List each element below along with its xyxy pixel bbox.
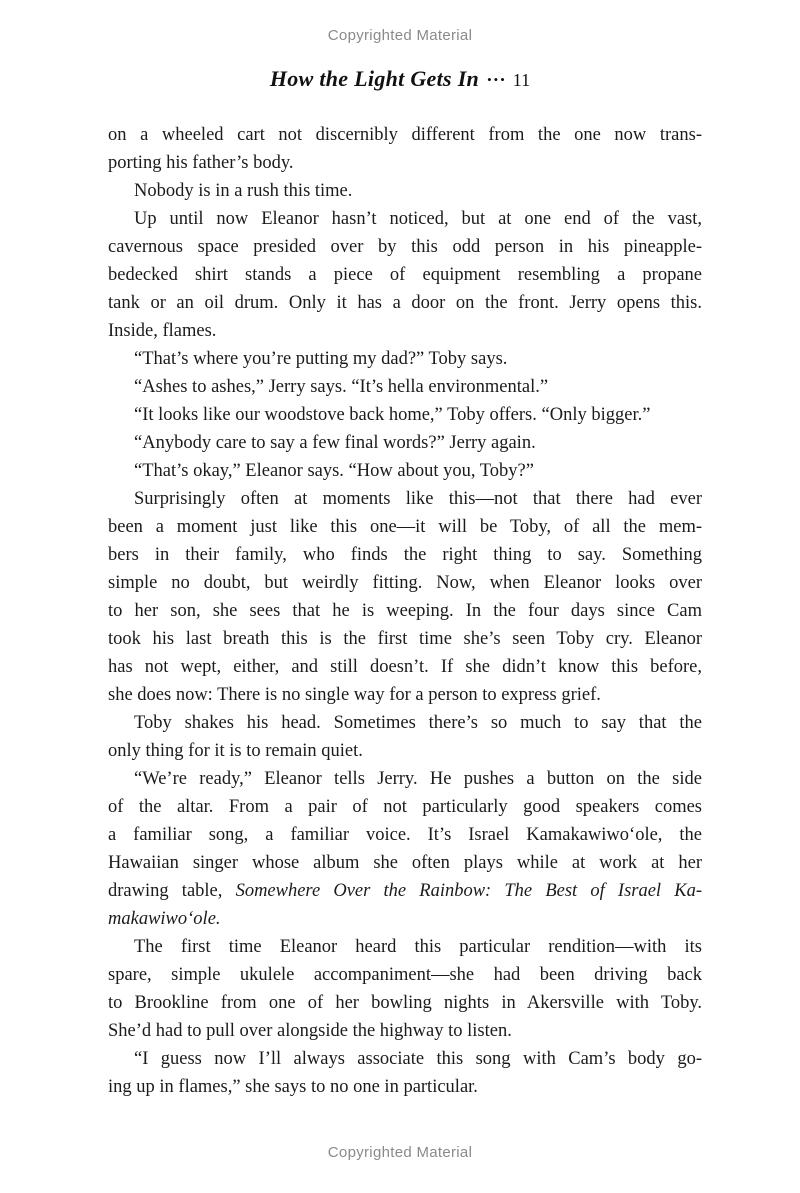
italic-book-title: Somewhere Over the Rainbow: The Best of Israel Ka- [235, 881, 702, 901]
text-line: “I guess now I’ll always associate this song with Cam’s body go- [134, 1049, 702, 1069]
text-line: bedecked shirt stands a piece of equipment resembling a propane [108, 265, 702, 285]
paragraph [108, 373, 702, 401]
text-line: simple no doubt, but weirdly fitting. Now, when Eleanor looks over [108, 573, 702, 593]
text-line: drawing table, Somewhere Over the Rainbow: The Best of Israel Ka- [108, 881, 702, 901]
header-title: How the Light Gets In [269, 66, 480, 91]
text-line: ing up in flames,” she says to no one in particular. [108, 1077, 478, 1097]
page-body [108, 121, 702, 1101]
text-line: has not wept, either, and still doesn’t. If she didn’t know this before, [108, 657, 702, 677]
text-line: of the altar. From a pair of not particularly good speakers comes [108, 797, 702, 817]
text-line: Surprisingly often at moments like this—not that there had ever [134, 489, 702, 509]
paragraph [108, 1045, 702, 1101]
text-line: Inside, flames. [108, 321, 217, 341]
text-line: tank or an oil drum. Only it has a door on the front. Jerry opens this. [108, 293, 702, 313]
text-line: to Brookline from one of her bowling nights in Akersville with Toby. [108, 993, 702, 1013]
text-line: took his last breath this is the first time she’s seen Toby cry. Eleanor [108, 629, 702, 649]
text-line: Up until now Eleanor hasn’t noticed, but at one end of the vast, [134, 209, 702, 229]
paragraph [108, 457, 702, 485]
text-line: been a moment just like this one—it will be Toby, of all the mem- [108, 517, 702, 537]
paragraph [108, 765, 702, 933]
paragraph [108, 205, 702, 345]
paragraph [108, 709, 702, 765]
top-copyright-notice: Copyrighted Material [327, 27, 473, 44]
text-line: to her son, she sees that he is weeping. In the four days since Cam [108, 601, 702, 621]
bottom-copyright-notice: Copyrighted Material [327, 1144, 473, 1161]
text-line: a familiar song, a familiar voice. It’s Israel Kamakawiwo‘ole, the [108, 825, 702, 845]
text-line: Toby shakes his head. Sometimes there’s so much to say that the [134, 713, 702, 733]
paragraph [108, 401, 702, 429]
text-line: porting his father’s body. [108, 153, 294, 173]
text-line [108, 905, 702, 933]
italic-book-title: makawiwo‘ole. [108, 909, 221, 929]
text-line: on a wheeled cart not discernibly different from the one now trans- [108, 125, 702, 145]
text-line: She’d had to pull over alongside the highway to listen. [108, 1021, 512, 1041]
text-line: “That’s where you’re putting my dad?” Toby says. [134, 349, 508, 369]
text-line: cavernous space presided over by this odd person in his pineapple- [108, 237, 702, 257]
header-separator-dots: ••• [487, 72, 507, 87]
text-line: “We’re ready,” Eleanor tells Jerry. He pushes a button on the side [134, 769, 702, 789]
text-line: Nobody is in a rush this time. [134, 181, 353, 201]
text-line: “Ashes to ashes,” Jerry says. “It’s hella environmental.” [134, 377, 549, 397]
text-line: only thing for it is to remain quiet. [108, 741, 363, 761]
paragraph [108, 177, 702, 205]
text-line: “Anybody care to say a few final words?” Jerry again. [134, 433, 536, 453]
paragraph [108, 429, 702, 457]
text-line: The first time Eleanor heard this particular rendition—with its [134, 937, 702, 957]
paragraph [108, 933, 702, 1045]
running-header [0, 66, 800, 92]
text-line: “That’s okay,” Eleanor says. “How about you, Toby?” [134, 461, 534, 481]
text-line: spare, simple ukulele accompaniment—she had been driving back [108, 965, 702, 985]
text-line: she does now: There is no single way for a person to express grief. [108, 685, 601, 705]
text-line: “It looks like our woodstove back home,” Toby offers. “Only bigger.” [134, 405, 651, 425]
paragraph [108, 485, 702, 709]
text-line: bers in their family, who finds the right thing to say. Something [108, 545, 702, 565]
text-line: Hawaiian singer whose album she often plays while at work at her [108, 853, 702, 873]
paragraph [108, 345, 702, 373]
paragraph [108, 121, 702, 177]
header-page-number: 11 [512, 70, 531, 90]
